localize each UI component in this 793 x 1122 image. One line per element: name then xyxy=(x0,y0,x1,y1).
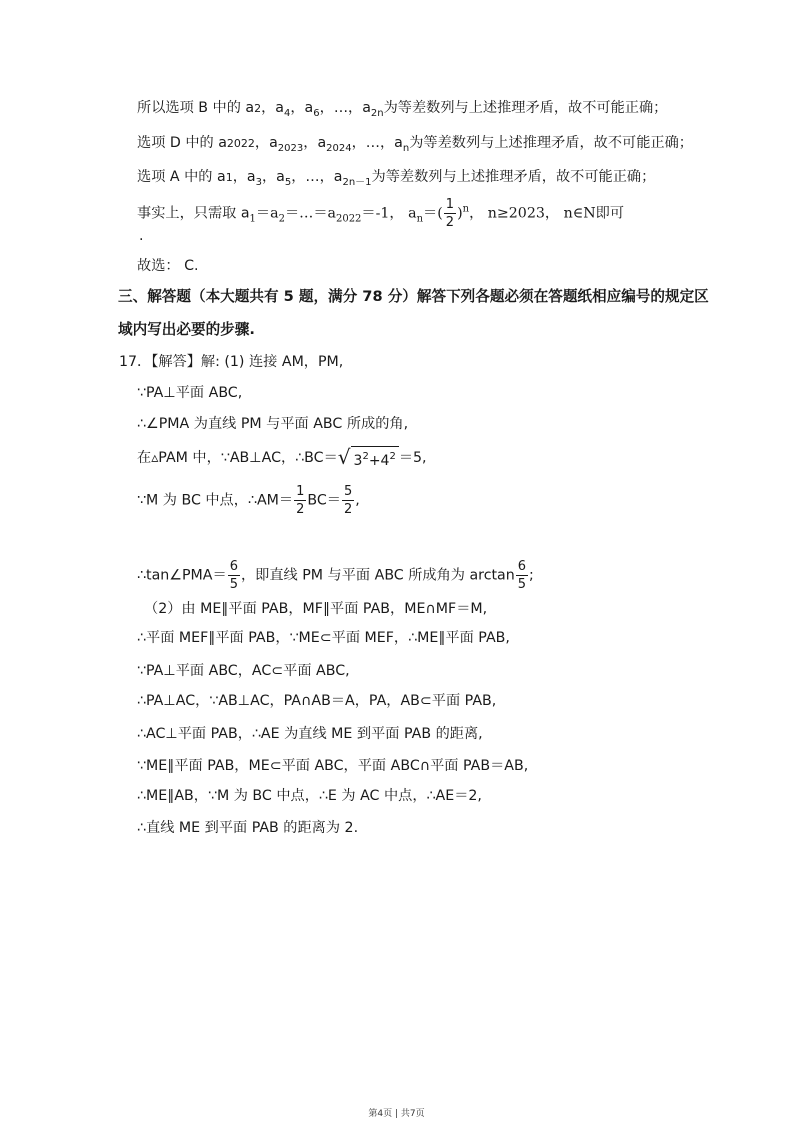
section-heading-part-3: 三、解答题（本大题共有 5 题，满分 78 分）解答下列各题必须在答题纸相应编号的规定区 xyxy=(118,288,709,305)
text-line-ac-perp-pab: ∴AC⊥平面 PAB，∴AE 为直线 ME 到平面 PAB 的距离, xyxy=(137,726,483,742)
sqrt-expression: √ $3^2+4^2$ xyxy=(338,446,399,470)
text-line-pa-perp-abc: ∵PA⊥平面 ABC，AC⊂平面 ABC, xyxy=(137,663,350,679)
text-line-answer: 故选： C. xyxy=(137,258,199,274)
text-line-conclusion: ∴直线 ME 到平面 PAB 的距离为 2. xyxy=(137,820,359,836)
text-line-option-a: 选项 A 中的 a1，$a_3$，$a_5$，…，$a_{2n-1}$为等差数列与上述推理矛盾，故不可能正确； xyxy=(137,169,656,188)
text-line-pa-perp-ac: ∴PA⊥AC，∵AB⊥AC，PA∩AB＝A，PA，AB⊂平面 PAB, xyxy=(137,693,497,709)
fraction-six-fifths: $\frac{6}{5}$ xyxy=(229,559,238,592)
text-line-ae-value: ∴ME∥AB，∵M 为 BC 中点，∴E 为 AC 中点，∴AE＝2, xyxy=(137,788,482,804)
text-line-plane-mef: ∴平面 MEF∥平面 PAB，∵ME⊂平面 MEF，∴ME∥平面 PAB, xyxy=(137,630,510,646)
text-line-period: . xyxy=(139,228,144,244)
page-footer: 第4页 | 共7页 xyxy=(368,1109,425,1119)
text-line-q17-start: 17．【解答】解: (1) 连接 AM，PM, xyxy=(119,354,344,370)
text-line-pa-perp: ∵PA⊥平面 ABC, xyxy=(137,385,243,401)
text-line-me-parallel: ∵ME∥平面 PAB，ME⊂平面 ABC，平面 ABC∩平面 PAB＝AB, xyxy=(137,758,529,774)
fraction-six-fifths-arctan: $\frac{6}{5}$ xyxy=(517,559,527,592)
fraction-five-halves: $\frac{5}{2}$ xyxy=(343,484,353,517)
text-line-option-b: 所以选项 B 中的 a2，$a_4$，$a_6$，…，$a_{2n}$为等差数列与上述推理矛盾，故不可能正确； xyxy=(137,100,668,119)
fraction-one-half: $\frac{1}{2}$ xyxy=(445,197,455,230)
text-line-part-2-start: （2）由 ME∥平面 PAB，MF∥平面 PAB，ME∩MF＝M, xyxy=(144,601,488,617)
text-line-angle-pma: ∴∠PMA 为直线 PM 与平面 ABC 所成的角, xyxy=(137,416,409,432)
section-heading-part-3-cont: 域内写出必要的步骤. xyxy=(118,321,255,338)
text-line-option-d: 选项 D 中的 a2022，$a_{2023}$，$a_{2024}$，…，$a_n$为等差数列与上述推理矛盾，故不可能正确； xyxy=(137,135,693,154)
text-line-in-fact: 事实上，只需取 $a_1=a_2=\dots=a_{2022}=-1$， $a_n=$( $\frac{1}{2}$ )$^n$， n≥2023， n∈N即可 xyxy=(137,197,625,230)
text-line-tan-pma: ∴tan∠PMA＝ $\frac{6}{5}$ ，即直线 PM 与平面 ABC 所成角为 arctan $\frac{6}{5}$ ; xyxy=(137,559,534,592)
text-line-am-value: ∵M 为 BC 中点，∴AM＝ $\frac{1}{2}$ BC＝ $\frac{5}{2}$ , xyxy=(137,484,360,517)
text-line-bc-value: 在▵PAM 中，∵AB⊥AC，∴BC＝ √ $3^2+4^2$ ＝5, xyxy=(137,445,427,469)
fraction-one-half-am: $\frac{1}{2}$ xyxy=(296,484,305,517)
